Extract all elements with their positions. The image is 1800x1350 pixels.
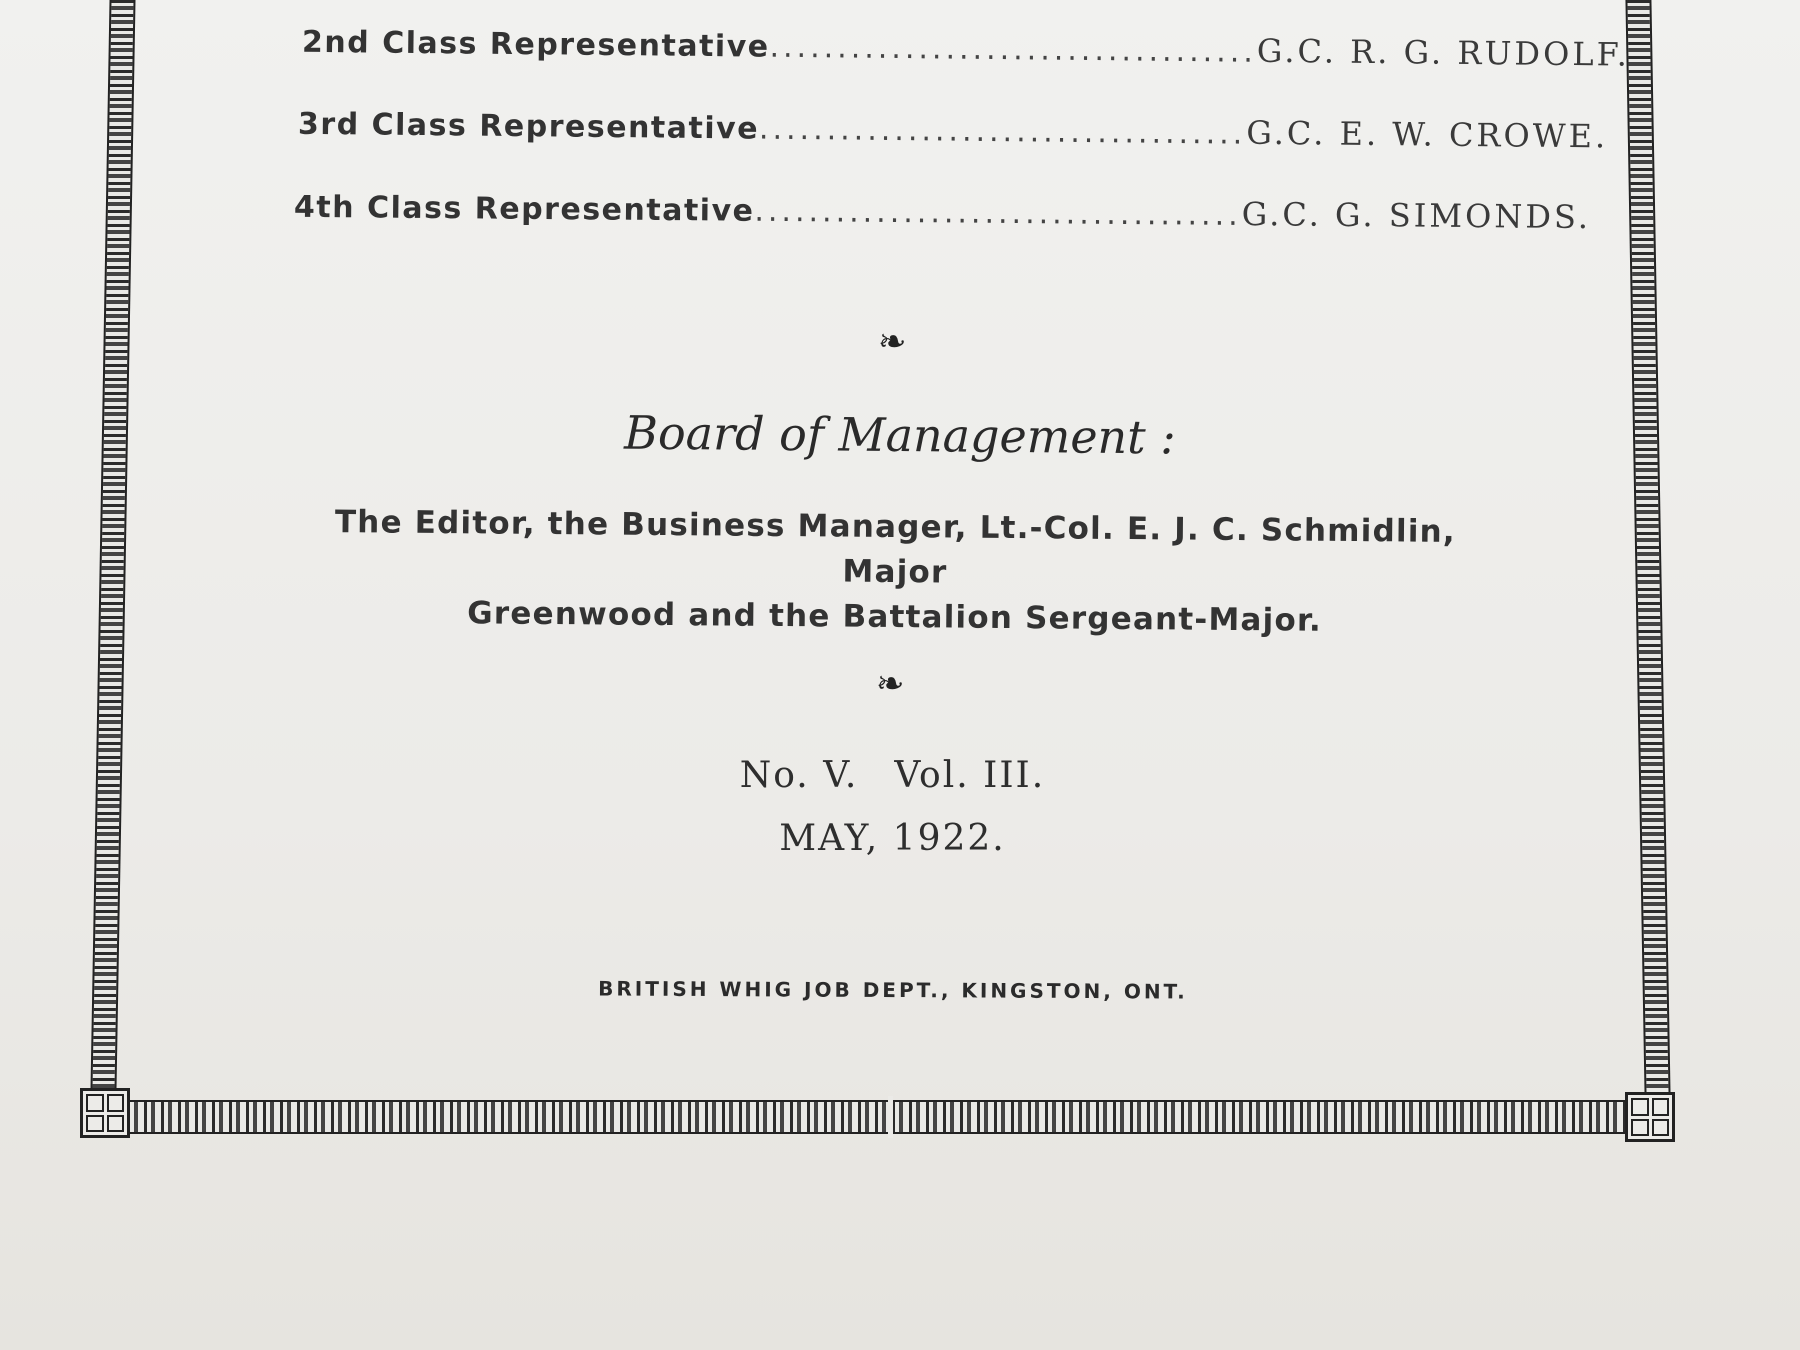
corner-ornament-left xyxy=(80,1088,130,1138)
representative-row xyxy=(293,187,1592,237)
leader-dots: .................................... xyxy=(758,111,1247,152)
representative-name: G.C. E. W. CROWE. xyxy=(1246,113,1609,156)
issue-volume: Vol. III. xyxy=(894,755,1046,796)
fleuron-ornament-icon: ❧ xyxy=(876,664,905,704)
ornamental-border-right xyxy=(1625,0,1670,1095)
issue-number-line xyxy=(0,755,1785,796)
issue-date: MAY, 1922. xyxy=(779,818,1006,859)
representative-name: G.C. R. G. RUDOLF. xyxy=(1256,31,1631,74)
representative-name: G.C. G. SIMONDS. xyxy=(1241,195,1592,237)
representative-label: 3rd Class Representative xyxy=(297,106,760,147)
representative-row xyxy=(297,104,1609,156)
fleuron-ornament-icon: ❧ xyxy=(878,322,907,362)
board-members-line: The Editor, the Business Manager, Lt.-Col. E. J. C. Schmidlin, Major xyxy=(334,504,1457,591)
board-members-line: Greenwood and the Battalion Sergeant-Major. xyxy=(467,595,1323,639)
border-seam xyxy=(888,1096,893,1138)
representative-label: 4th Class Representative xyxy=(293,189,755,229)
leader-dots: .................................... xyxy=(769,29,1258,70)
printer-imprint: BRITISH WHIG JOB DEPT., KINGSTON, ONT. xyxy=(598,976,1188,1004)
board-members xyxy=(279,500,1510,646)
ornamental-border-left xyxy=(90,0,135,1090)
board-title: Board of Management : xyxy=(623,405,1177,465)
representative-row xyxy=(301,22,1631,74)
representative-label: 2nd Class Representative xyxy=(301,24,770,65)
leader-dots: .................................... xyxy=(754,193,1242,234)
corner-ornament-right xyxy=(1625,1092,1675,1142)
issue-number: No. V. xyxy=(739,755,859,796)
